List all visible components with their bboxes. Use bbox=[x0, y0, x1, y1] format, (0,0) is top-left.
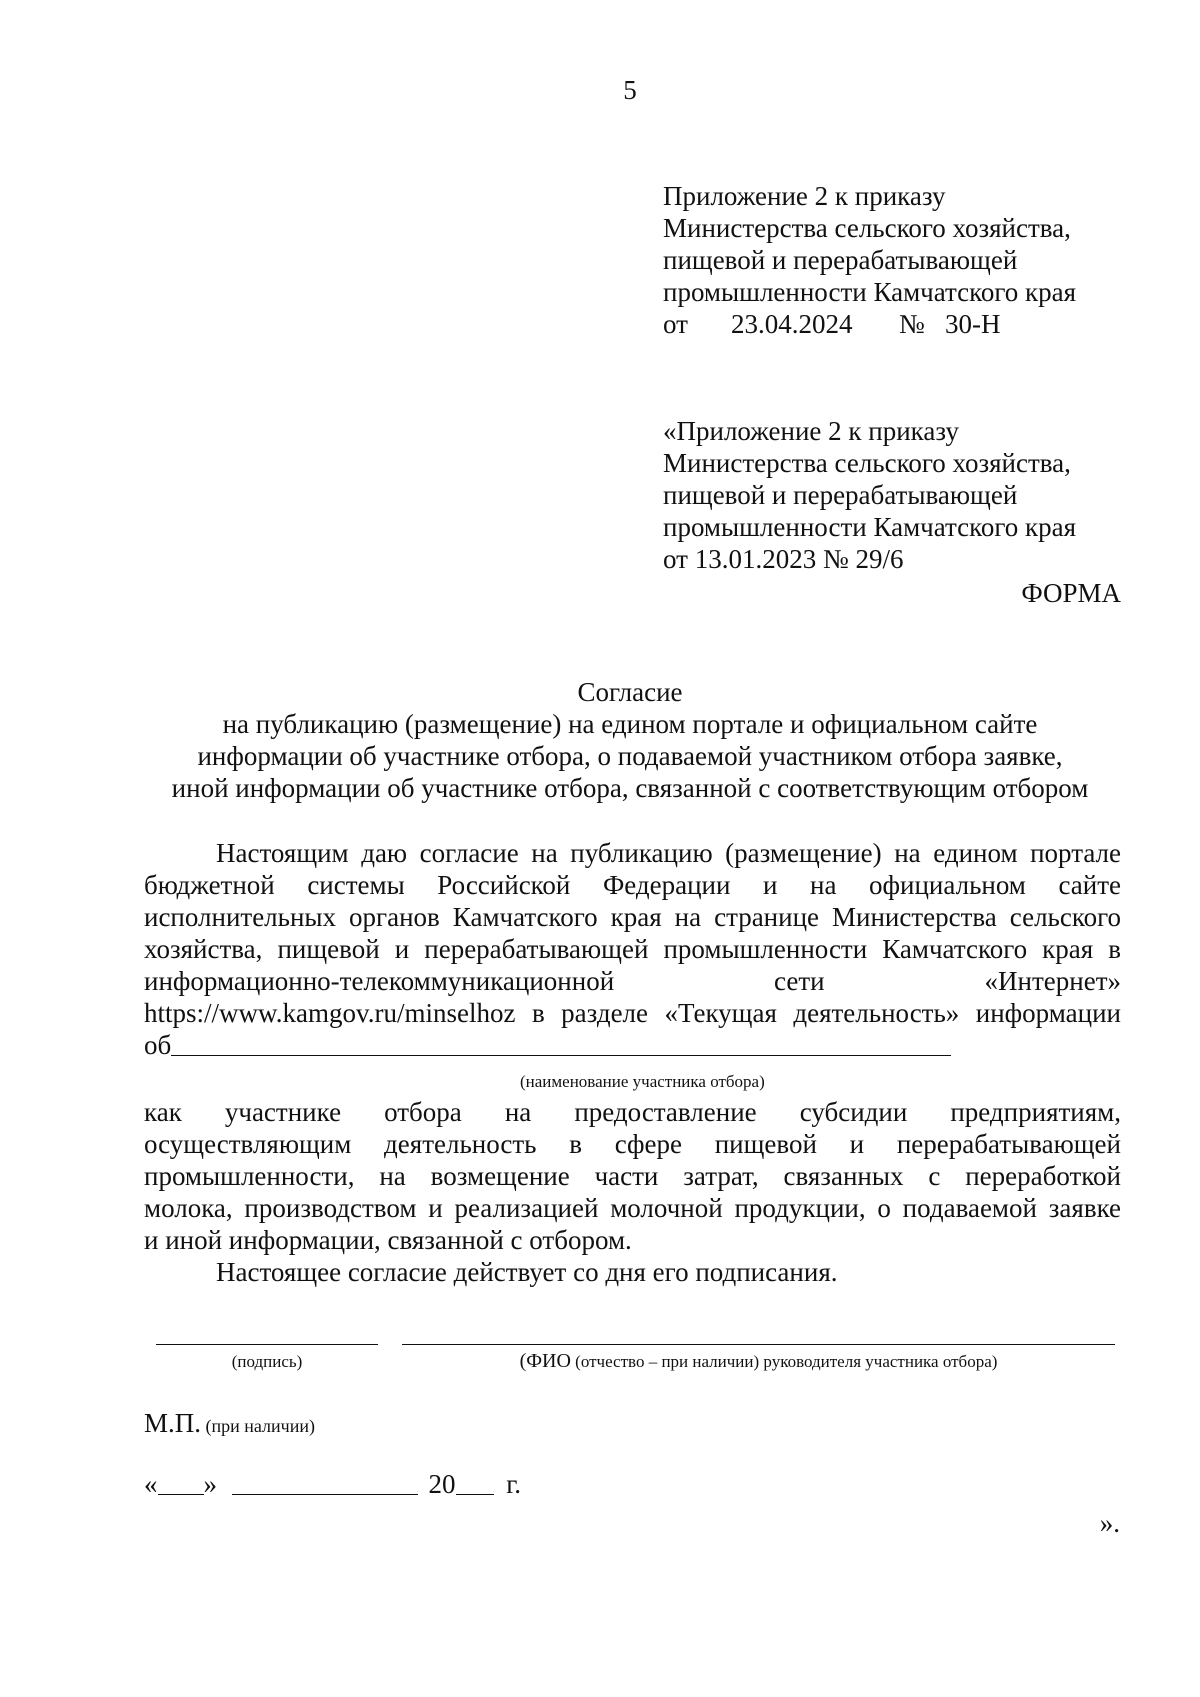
appendix-line: Министерства сельского хозяйства, bbox=[663, 448, 1071, 478]
signature-caption: (подпись) bbox=[231, 1352, 303, 1371]
appendix-line: промышленности Камчатского края bbox=[663, 277, 1077, 307]
form-label: ФОРМА bbox=[1021, 578, 1121, 608]
body-line: https://www.kamgov.ru/minselhoz в разделе «Текущая деятельность» информации bbox=[144, 998, 1121, 1028]
body-line: бюджетной системы Российской Федерации и на официальном сайте bbox=[144, 870, 1121, 900]
title-line: иной информации об участнике отбора, связанной с соответствующим отбором bbox=[171, 773, 1089, 803]
page-number: 5 bbox=[623, 75, 637, 105]
consent-paragraph-1 bbox=[144, 837, 1121, 1061]
number-sign: № bbox=[899, 309, 925, 339]
document-title bbox=[140, 676, 1120, 804]
appendix-line: пищевой и перерабатывающей bbox=[663, 480, 1018, 510]
from-label: от bbox=[663, 309, 688, 339]
open-quote: « bbox=[144, 1469, 158, 1499]
participant-caption: (наименование участника отбора) bbox=[520, 1072, 765, 1091]
closing-quote: ». bbox=[1099, 1508, 1120, 1538]
participant-line bbox=[144, 1029, 1121, 1061]
appendix-current-block bbox=[663, 180, 1123, 340]
appendix-previous-block bbox=[663, 415, 1123, 575]
participant-name-blank[interactable] bbox=[171, 1029, 951, 1056]
year-blank[interactable] bbox=[456, 1468, 494, 1495]
appendix-date-row bbox=[663, 308, 1123, 340]
body-line: Настоящим даю согласие на публикацию (размещение) на едином портале bbox=[216, 838, 1121, 868]
day-blank[interactable] bbox=[158, 1468, 204, 1495]
order-number: 30-Н bbox=[945, 309, 1001, 339]
close-quote: » bbox=[203, 1469, 217, 1499]
signature-line[interactable] bbox=[156, 1344, 378, 1345]
body-line: исполнительных органов Камчатского края на странице Министерства сельского bbox=[144, 902, 1121, 932]
full-name-line[interactable] bbox=[402, 1344, 1115, 1345]
title-line: Согласие bbox=[577, 677, 683, 707]
body-line: промышленности, на возмещение части затрат, связанных с переработкой bbox=[144, 1161, 1121, 1191]
consent-paragraph-2 bbox=[144, 1096, 1121, 1288]
body-line: информационно-телекоммуникационной сети «Интернет» bbox=[144, 966, 1121, 996]
full-name-caption bbox=[402, 1350, 1115, 1373]
stamp-label: М.П. bbox=[144, 1408, 202, 1438]
appendix-line: пищевой и перерабатывающей bbox=[663, 245, 1018, 275]
full-name-caption-rest: (отчество – при наличии) руководителя участника отбора) bbox=[570, 1352, 998, 1371]
stamp-block bbox=[144, 1407, 315, 1439]
title-line: на публикацию (размещение) на едином портале и официальном сайте bbox=[222, 709, 1038, 739]
appendix-line: промышленности Камчатского края bbox=[663, 512, 1077, 542]
month-blank[interactable] bbox=[232, 1468, 418, 1495]
body-line: осуществляющим деятельность в сфере пищевой и перерабатывающей bbox=[144, 1129, 1121, 1159]
year-suffix: г. bbox=[506, 1469, 522, 1499]
body-line: и иной информации, связанной с отбором. bbox=[144, 1225, 632, 1255]
validity-statement: Настоящее согласие действует со дня его подписания. bbox=[216, 1257, 838, 1287]
body-line: как участнике отбора на предоставление субсидии предприятиям, bbox=[144, 1097, 1121, 1127]
body-line: хозяйства, пищевой и перерабатывающей промышленности Камчатского края в bbox=[144, 934, 1121, 964]
appendix-line: Приложение 2 к приказу bbox=[663, 181, 946, 211]
appendix-line: Министерства сельского хозяйства, bbox=[663, 213, 1071, 243]
appendix-line: от 13.01.2023 № 29/6 bbox=[663, 544, 904, 574]
year-prefix: 20 bbox=[428, 1469, 456, 1499]
title-line: информации об участнике отбора, о подаваемой участником отбора заявке, bbox=[197, 741, 1063, 771]
stamp-note: (при наличии) bbox=[201, 1416, 315, 1436]
date-fill-line bbox=[144, 1468, 521, 1500]
participant-prefix: об bbox=[144, 1030, 172, 1060]
body-line: молока, производством и реализацией молочной продукции, о подаваемой заявке bbox=[144, 1193, 1121, 1223]
order-date: 23.04.2024 bbox=[731, 309, 853, 339]
appendix-line: «Приложение 2 к приказу bbox=[663, 416, 959, 446]
full-name-caption-main: (ФИО bbox=[519, 1350, 571, 1372]
